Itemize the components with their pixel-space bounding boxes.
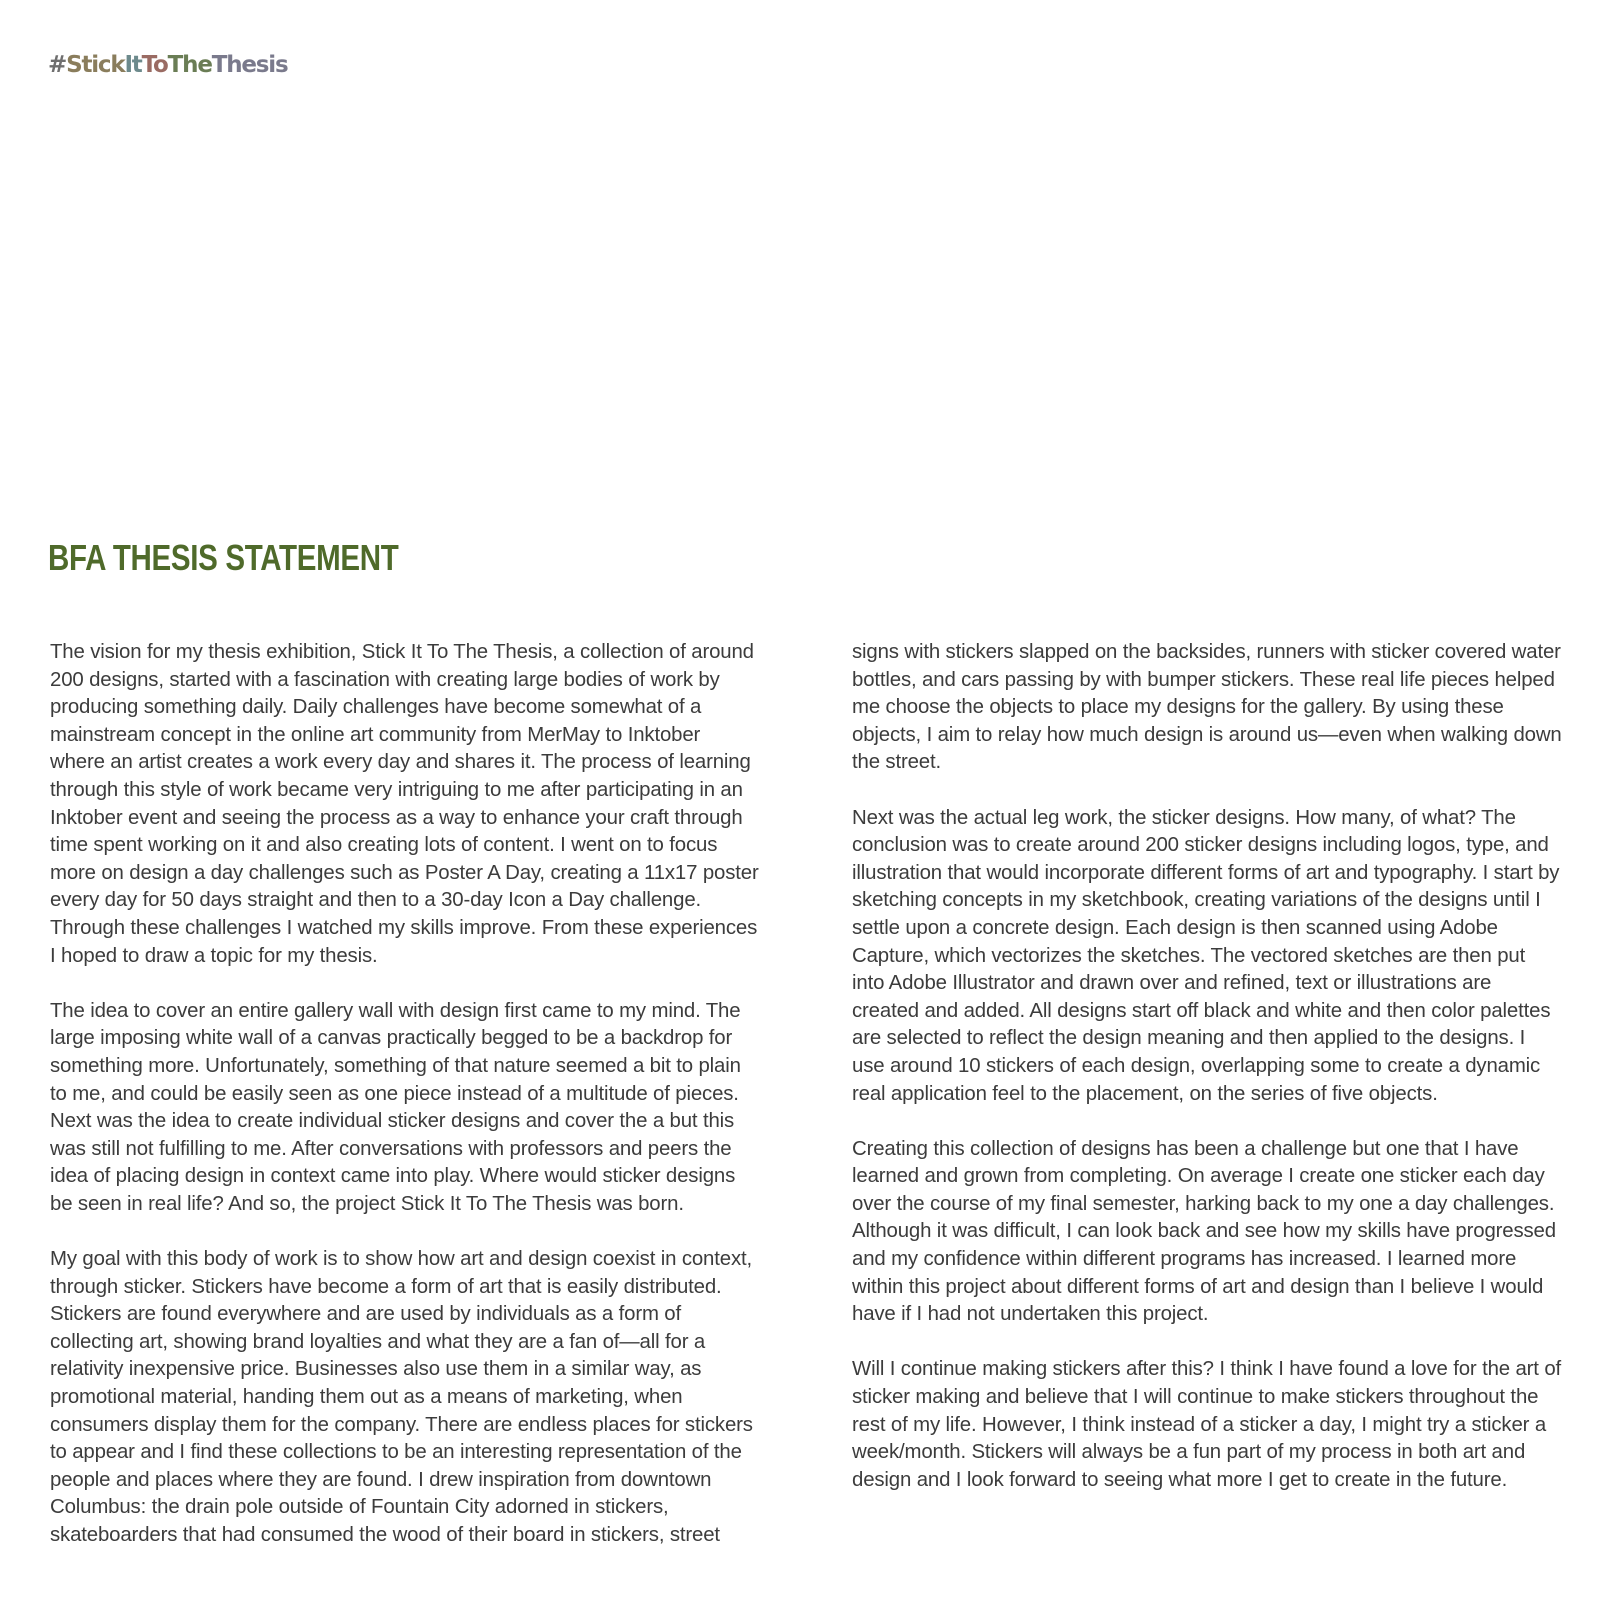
hashtag-part-the: The xyxy=(167,52,212,78)
hashtag-logo xyxy=(48,48,287,82)
body-paragraph: The idea to cover an entire gallery wall with design first came to my mind. The large imposing white wall of a canvas practically begged to be a backdrop for something more. Unfortunately, something of that nature seemed a bit to plain to me, and could be easily seen as one piece instead of a multitude of pieces. Next was the idea to create individual sticker designs and cover the a but this was still not fulfilling to me. After conversations with professors and peers the idea of placing design in context came into play. Where would sticker designs be seen in real life? And so, the project Stick It To The Thesis was born. xyxy=(50,999,741,1215)
body-paragraph: Next was the actual leg work, the sticker designs. How many, of what? The conclusion was to create around 200 sticker designs including logos, type, and illustration that would incorporate different forms of art and typography. I start by sketching concepts in my sketchbook, creating variations of the designs until I settle upon a concrete design. Each design is then scanned using Adobe Capture, which vectorizes the sketches. The vectored sketches are then put into Adobe Illustrator and drawn over and refined, text or illustrations are created and added. All designs start off black and white and then color palettes are selected to reflect the design meaning and then applied to the designs. I use around 10 stickers of each design, overlapping some to create a dynamic real application feel to the placement, on the series of five objects. xyxy=(852,806,1560,1105)
right-text-column xyxy=(852,639,1562,1522)
body-paragraph: The vision for my thesis exhibition, Stick It To The Thesis, a collection of around 200 designs, started with a fascination with creating large bodies of work by producing something daily. Daily challenges have become somewhat of a mainstream concept in the online art community from MerMay to Inktober where an artist creates a work every day and shares it. The process of learning through this style of work became very intriguing to me after participating in an Inktober event and seeing the process as a way to enhance your craft through time spent working on it and also creating lots of content. I went on to focus more on design a day challenges such as Poster A Day, creating a 11x17 poster every day for 50 days straight and then to a 30-day Icon a Day challenge. Through these challenges I watched my skills improve. From these experiences I hoped to draw a topic for my thesis. xyxy=(50,641,759,967)
left-text-column xyxy=(50,639,760,1577)
body-paragraph: Creating this collection of designs has been a challenge but one that I have learned and grown from completing. On average I create one sticker each day over the course of my final semester, harking back to my one a day challenges. Although it was difficult, I can look back and see how my skills have progressed and my confidence within different programs has increased. I learned more within this project about different forms of art and design than I believe I would have if I had not undertaken this project. xyxy=(852,1137,1556,1326)
body-paragraph: signs with stickers slapped on the backsides, runners with sticker covered water bottles, and cars passing by with bumper stickers. These real life pieces helped me choose the objects to place my designs for the gallery. By using these objects, I aim to relay how much design is around us—even when walking down the street. xyxy=(852,641,1562,774)
hashtag-part-stick: Stick xyxy=(66,52,125,78)
hashtag-part-it: It xyxy=(124,52,142,78)
hashtag-part-to: To xyxy=(141,52,168,78)
body-paragraph: Will I continue making stickers after this? I think I have found a love for the art of sticker making and believe that I will continue to make stickers throughout the rest of my life. However, I think instead of a sticker a day, I might try a sticker a week/month. Stickers will always be a fun part of my process in both art and design and I look forward to seeing what more I get to create in the future. xyxy=(852,1358,1562,1491)
hashtag-part-thesis: Thesis xyxy=(211,52,288,78)
page-title: BFA THESIS STATEMENT xyxy=(48,537,399,578)
hashtag-part-hash: # xyxy=(48,52,67,78)
body-paragraph: My goal with this body of work is to show how art and design coexist in context, through sticker. Stickers have become a form of art that is easily distributed. Stickers are found everywhere and are used by individuals as a form of collecting art, showing brand loyalties and what they are a fan of—all for a relativity inexpensive price. Businesses also use them in a similar way, as promotional material, handing them out as a means of marketing, when consumers display them for the company. There are endless places for stickers to appear and I find these collections to be an interesting representation of the people and places where they are found. I drew inspiration from downtown Columbus: the drain pole outside of Fountain City adorned in stickers, skateboarders that had consumed the wood of their board in stickers, street xyxy=(50,1248,753,1546)
